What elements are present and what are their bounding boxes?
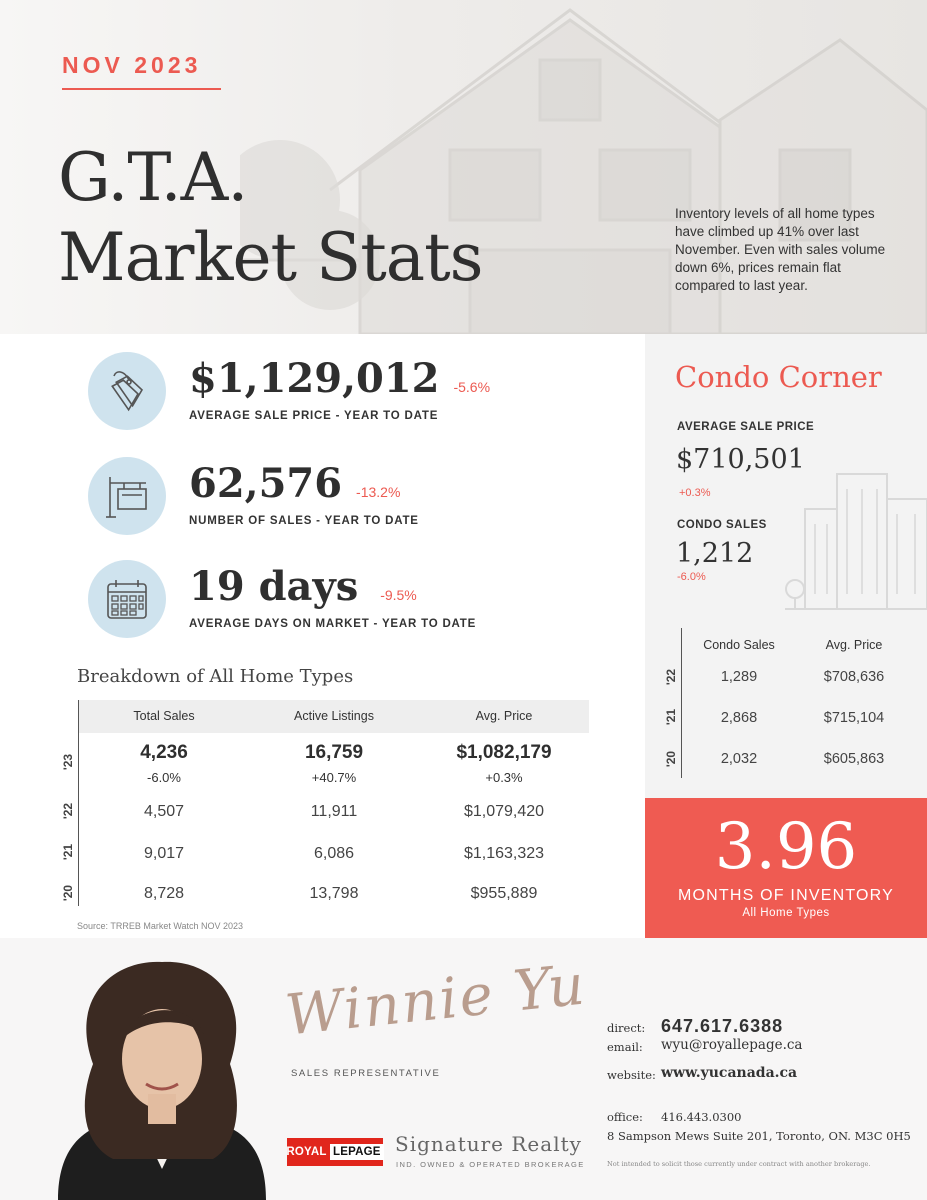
office-label: office:	[607, 1110, 643, 1124]
title-line-2: Market Stats	[58, 219, 483, 296]
source-note: Source: TRREB Market Watch NOV 2023	[77, 921, 244, 931]
cell-condo-sales: 1,289	[720, 669, 758, 685]
stat-number-of-sales	[88, 457, 628, 539]
cell-avg-price: $955,889	[470, 885, 538, 902]
row-year: '21	[61, 843, 75, 861]
title-line-1: G.T.A.	[58, 139, 248, 216]
cell-condo-sales: 2,032	[720, 751, 758, 767]
report-month: NOV 2023	[62, 52, 202, 78]
row-year: '22	[61, 802, 75, 820]
condo-avg-price-value: $710,501	[676, 444, 805, 475]
cell-avg-price: $1,082,179	[456, 742, 552, 763]
agent-footer	[0, 938, 927, 1200]
condo-sales-value: 1,212	[676, 538, 754, 569]
row-year: '22	[664, 668, 678, 686]
column-header-active-listings: Active Listings	[294, 709, 374, 723]
breakdown-title: Breakdown of All Home Types	[77, 666, 354, 687]
stat-icon-circle	[88, 457, 166, 535]
office-address: 8 Sampson Mews Suite 201, Toronto, ON. M3C 0H5	[607, 1129, 911, 1143]
cell-active-listings: 11,911	[310, 803, 358, 820]
page-title	[58, 138, 483, 298]
row-year: '23	[61, 753, 75, 771]
direct-phone[interactable]: 647.617.6388	[661, 1016, 784, 1036]
inventory-label: MONTHS OF INVENTORY	[677, 887, 894, 904]
royal-lepage-logo: ROYAL LEPAGE	[287, 1138, 383, 1166]
sale-sign-icon	[102, 471, 152, 521]
cell-active-listings: 16,759	[304, 742, 364, 763]
cell-total-sales: 4,236	[140, 742, 188, 763]
column-header-avg-price: Avg. Price	[475, 709, 533, 723]
agent-role: SALES REPRESENTATIVE	[291, 1068, 441, 1079]
inventory-value: 3.96	[714, 810, 858, 884]
cell-change: +0.3%	[485, 770, 523, 785]
cell-total-sales: 9,017	[143, 845, 185, 862]
cell-change: -6.0%	[147, 770, 181, 785]
row-year: '20	[61, 884, 75, 902]
website-label: website:	[607, 1068, 656, 1082]
row-year: '20	[664, 750, 678, 768]
email-label: email:	[607, 1040, 643, 1054]
cell-avg-price: $1,079,420	[463, 803, 545, 820]
brokerage-name: Signature Realty	[395, 1132, 582, 1156]
inventory-sublabel: All Home Types	[742, 907, 830, 919]
column-header-condo-sales: Condo Sales	[703, 638, 775, 652]
stat-change: -9.5%	[380, 587, 417, 603]
month-underline	[62, 88, 221, 90]
cell-active-listings: 6,086	[313, 845, 355, 862]
row-year: '21	[664, 708, 678, 726]
condo-corner-panel	[645, 334, 927, 798]
stat-change: -5.6%	[453, 379, 491, 395]
agent-portrait	[38, 954, 286, 1200]
table-axis-line	[681, 628, 682, 778]
stat-value: $1,129,012 -5.6%	[189, 355, 491, 402]
stat-value: 19 days -9.5%	[189, 563, 417, 610]
legal-disclaimer: Not intended to solicit those currently under contract with another brokerage.	[607, 1160, 871, 1168]
agent-signature: Winnie Yu	[282, 952, 590, 1049]
condo-sales-label: CONDO SALES	[677, 519, 767, 531]
email-link[interactable]: wyu@royallepage.ca	[661, 1037, 803, 1053]
hero-banner	[0, 0, 927, 334]
cell-condo-price: $708,636	[823, 669, 885, 685]
direct-label: direct:	[607, 1021, 646, 1035]
stat-icon-circle	[88, 560, 166, 638]
cell-condo-price: $715,104	[823, 710, 885, 726]
stat-change: -13.2%	[356, 484, 401, 500]
stat-caption: AVERAGE SALE PRICE - YEAR TO DATE	[189, 410, 439, 422]
cell-condo-price: $605,863	[823, 751, 885, 767]
months-of-inventory-panel	[645, 798, 927, 938]
cell-total-sales: 8,728	[143, 885, 185, 902]
column-header-total-sales: Total Sales	[133, 709, 195, 723]
stat-caption: NUMBER OF SALES - YEAR TO DATE	[189, 515, 419, 527]
summary-blurb: Inventory levels of all home types have climbed up 41% over last November. Even with sales volume down 6%, prices remain flat compared to last year.	[675, 206, 886, 293]
price-tag-icon	[102, 366, 152, 416]
city-buildings-icon	[785, 469, 927, 614]
cell-change: +40.7%	[311, 770, 357, 785]
condo-avg-price-label: AVERAGE SALE PRICE	[677, 421, 815, 433]
stat-days-on-market	[88, 560, 628, 642]
brokerage-tagline: IND. OWNED & OPERATED BROKERAGE	[396, 1160, 585, 1169]
stat-average-sale-price	[88, 352, 628, 434]
breakdown-header-row	[79, 700, 589, 733]
cell-condo-sales: 2,868	[720, 710, 758, 726]
office-phone[interactable]: 416.443.0300	[661, 1110, 742, 1124]
cell-avg-price: $1,163,323	[463, 845, 545, 862]
cell-total-sales: 4,507	[143, 803, 185, 820]
condo-avg-price-change: +0.3%	[679, 487, 711, 499]
cell-active-listings: 13,798	[309, 885, 359, 902]
stat-value: 62,576 -13.2%	[189, 460, 401, 507]
condo-corner-title: Condo Corner	[675, 360, 882, 394]
stat-icon-circle	[88, 352, 166, 430]
condo-sales-change: -6.0%	[677, 571, 706, 583]
website-link[interactable]: www.yucanada.ca	[661, 1065, 798, 1081]
calendar-icon	[102, 574, 152, 624]
column-header-condo-avg-price: Avg. Price	[825, 638, 883, 652]
stat-caption: AVERAGE DAYS ON MARKET - YEAR TO DATE	[189, 618, 477, 630]
